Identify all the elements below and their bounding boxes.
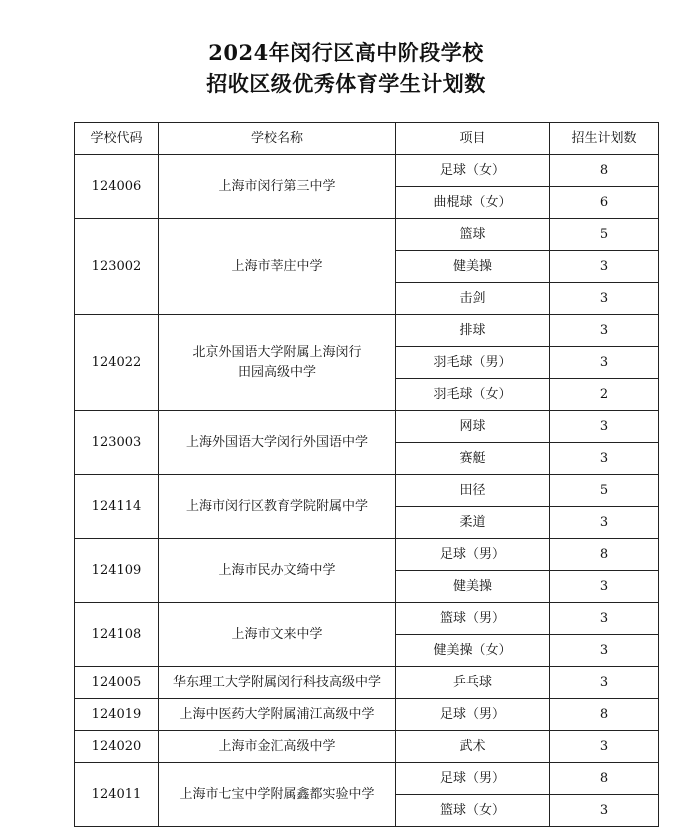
plan-count-cell: 8 — [550, 539, 659, 571]
sport-cell: 足球（男） — [396, 763, 550, 795]
school-name-cell: 上海市文来中学 — [159, 603, 396, 667]
school-name-cell: 上海外国语大学闵行外国语中学 — [159, 411, 396, 475]
school-name-cell: 上海市金汇高级中学 — [159, 731, 396, 763]
table-row — [75, 315, 659, 347]
plan-count-cell: 3 — [550, 571, 659, 603]
plan-count-cell: 3 — [550, 507, 659, 539]
table-row — [75, 475, 659, 507]
table-row — [75, 603, 659, 635]
table-row — [75, 411, 659, 443]
school-name-cell: 上海中医药大学附属浦江高级中学 — [159, 699, 396, 731]
table-body — [75, 155, 659, 827]
sport-cell: 足球（女） — [396, 155, 550, 187]
sport-cell: 曲棍球（女） — [396, 187, 550, 219]
plan-count-cell: 6 — [550, 187, 659, 219]
column-header-school-code: 学校代码 — [75, 123, 159, 155]
sport-cell: 健美操（女） — [396, 635, 550, 667]
school-code-cell: 124114 — [75, 475, 159, 539]
plan-count-cell: 3 — [550, 283, 659, 315]
sport-cell: 乒乓球 — [396, 667, 550, 699]
sport-cell: 篮球 — [396, 219, 550, 251]
table-row — [75, 763, 659, 795]
school-code-cell: 123003 — [75, 411, 159, 475]
school-name-cell: 上海市七宝中学附属鑫都实验中学 — [159, 763, 396, 827]
plan-count-cell: 3 — [550, 667, 659, 699]
enrollment-plan-table — [74, 122, 659, 827]
school-name-cell: 上海市闵行第三中学 — [159, 155, 396, 219]
school-name-cell: 上海市闵行区教育学院附属中学 — [159, 475, 396, 539]
plan-count-cell: 2 — [550, 379, 659, 411]
plan-count-cell: 3 — [550, 315, 659, 347]
table-row — [75, 667, 659, 699]
table-row — [75, 699, 659, 731]
school-code-cell: 124006 — [75, 155, 159, 219]
school-code-cell: 124108 — [75, 603, 159, 667]
column-header-school-name: 学校名称 — [159, 123, 396, 155]
school-name-cell: 华东理工大学附属闵行科技高级中学 — [159, 667, 396, 699]
table-row — [75, 155, 659, 187]
sport-cell: 篮球（男） — [396, 603, 550, 635]
sport-cell: 击剑 — [396, 283, 550, 315]
school-code-cell: 124109 — [75, 539, 159, 603]
sport-cell: 健美操 — [396, 251, 550, 283]
sport-cell: 网球 — [396, 411, 550, 443]
sport-cell: 赛艇 — [396, 443, 550, 475]
document-title-line-2: 招收区级优秀体育学生计划数 — [206, 71, 486, 96]
sport-cell: 羽毛球（女） — [396, 379, 550, 411]
school-code-cell: 124022 — [75, 315, 159, 411]
table-row — [75, 731, 659, 763]
plan-count-cell: 3 — [550, 731, 659, 763]
plan-count-cell: 8 — [550, 155, 659, 187]
school-name-cell: 上海市民办文绮中学 — [159, 539, 396, 603]
school-code-cell: 123002 — [75, 219, 159, 315]
sport-cell: 篮球（女） — [396, 795, 550, 827]
plan-count-cell: 5 — [550, 219, 659, 251]
plan-count-cell: 3 — [550, 411, 659, 443]
school-code-cell: 124019 — [75, 699, 159, 731]
plan-count-cell: 3 — [550, 795, 659, 827]
sport-cell: 排球 — [396, 315, 550, 347]
school-code-cell: 124011 — [75, 763, 159, 827]
sport-cell: 足球（男） — [396, 699, 550, 731]
school-code-cell: 124020 — [75, 731, 159, 763]
plan-count-cell: 3 — [550, 443, 659, 475]
plan-count-cell: 3 — [550, 251, 659, 283]
plan-count-cell: 3 — [550, 635, 659, 667]
sport-cell: 足球（男） — [396, 539, 550, 571]
plan-count-cell: 8 — [550, 699, 659, 731]
plan-count-cell: 3 — [550, 347, 659, 379]
table-row — [75, 219, 659, 251]
column-header-sport: 项目 — [396, 123, 550, 155]
sport-cell: 武术 — [396, 731, 550, 763]
plan-count-cell: 5 — [550, 475, 659, 507]
sport-cell: 羽毛球（男） — [396, 347, 550, 379]
document-title-line-1: 2024年闵行区高中阶段学校 — [208, 40, 484, 65]
school-name-cell: 上海市莘庄中学 — [159, 219, 396, 315]
table-header-row — [75, 123, 659, 155]
plan-count-cell: 8 — [550, 763, 659, 795]
school-name-cell: 北京外国语大学附属上海闵行 田园高级中学 — [159, 315, 396, 411]
column-header-plan-count: 招生计划数 — [550, 123, 659, 155]
sport-cell: 田径 — [396, 475, 550, 507]
plan-count-cell: 3 — [550, 603, 659, 635]
sport-cell: 健美操 — [396, 571, 550, 603]
table-row — [75, 539, 659, 571]
sport-cell: 柔道 — [396, 507, 550, 539]
school-code-cell: 124005 — [75, 667, 159, 699]
